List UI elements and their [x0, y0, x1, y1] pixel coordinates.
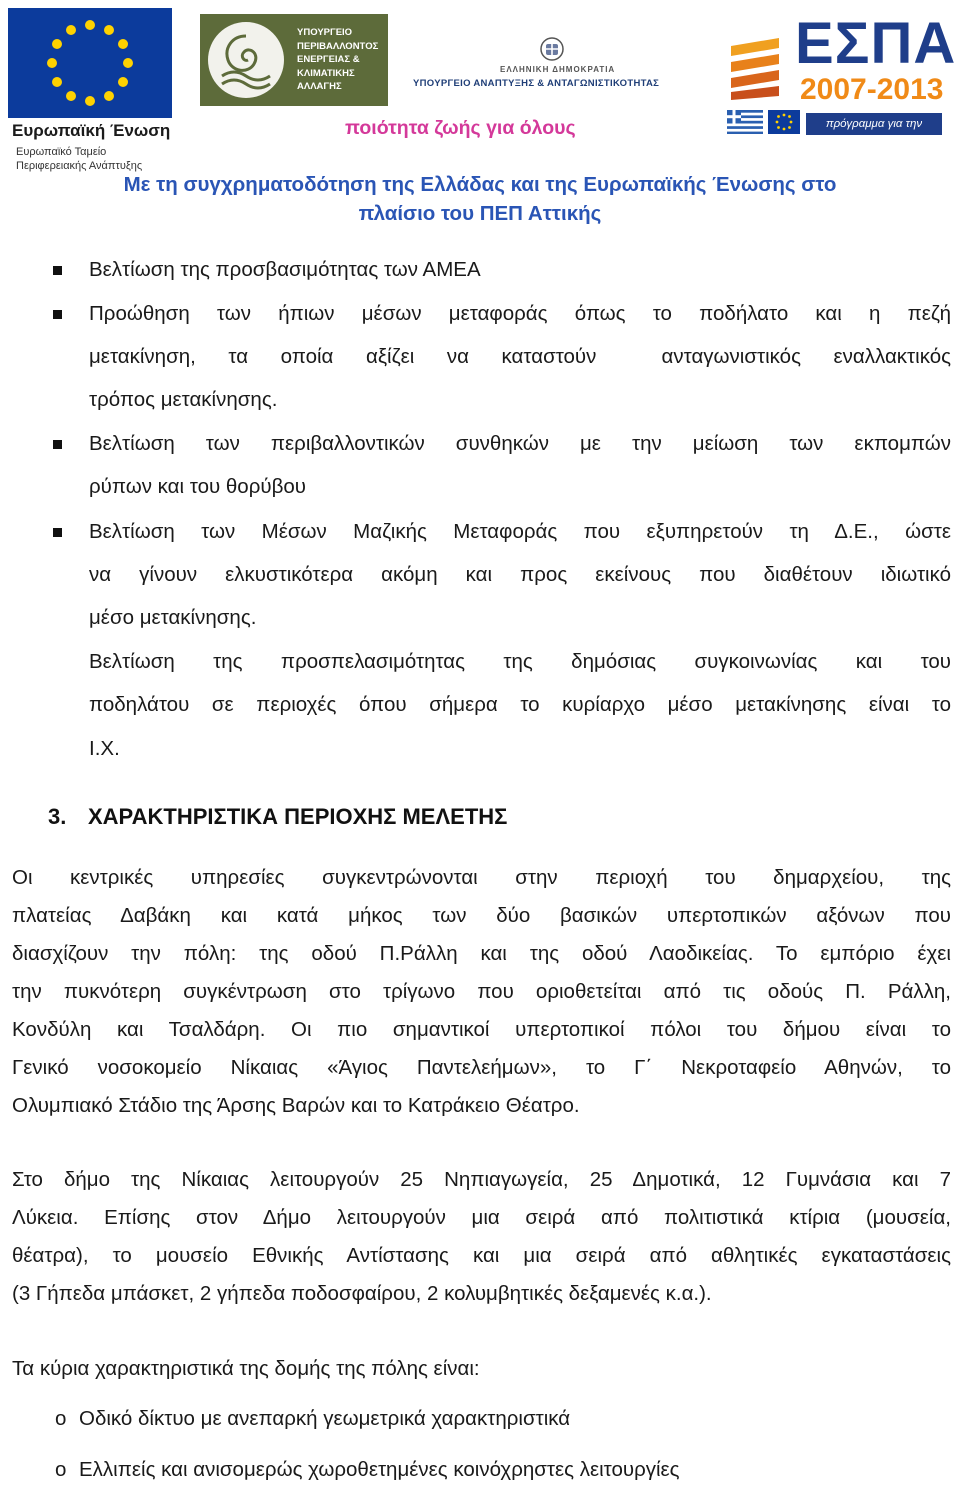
- section-title: ΧΑΡΑΚΤΗΡΙΣΤΙΚΑ ΠΕΡΙΟΧΗΣ ΜΕΛΕΤΗΣ: [88, 804, 508, 829]
- environment-ministry-name: ΥΠΟΥΡΓΕΙΟ ΠΕΡΙΒΑΛΛΟΝΤΟΣ ΕΝΕΡΓΕΙΑΣ & ΚΛΙΜΑΤΙΚΗΣ ΑΛΛΑΓΗΣ: [297, 27, 379, 92]
- bullet-item-line: ρύπων και του θορύβου: [89, 475, 306, 498]
- bullet-item-line: Ι.Χ.: [89, 737, 120, 760]
- eu-fund-text: Ευρωπαϊκό Ταμείο Περιφερειακής Ανάπτυξης: [16, 146, 143, 172]
- section-number: 3.: [48, 804, 67, 829]
- paragraph-line: Ολυμπιακό Στάδιο της Άρσης Βαρών και το Κατράκειο Θέατρο.: [12, 1094, 580, 1117]
- eu-mini-flag-icon: [768, 110, 800, 134]
- square-bullet-icon: [53, 310, 62, 319]
- paragraph-line: Κονδύλη και Τσαλδάρη. Οι πιο σημαντικοί υπερτοπικοί πόλοι του δήμου είναι το: [12, 1018, 951, 1041]
- bullet-item-line: Βελτίωση της προσβασιμότητας των ΑΜΕΑ: [89, 258, 481, 281]
- espa-logo-icon: [727, 38, 787, 100]
- paragraph-line: πλατείας Δαβάκη και κατά μήκος των δύο βασικών υπερτοπικών αξόνων που: [12, 904, 951, 927]
- square-bullet-icon: [53, 266, 62, 275]
- espa-years: 2007-2013: [800, 73, 944, 106]
- quality-slogan: ποιότητα ζωής για όλους: [345, 117, 576, 139]
- paragraph-line: την πυκνότερη συγκέντρωση στο τρίγωνο που οριοθετείται από τις οδούς Π. Ράλλη,: [12, 980, 951, 1003]
- bullet-item-line: μέσο μετακίνησης.: [89, 606, 257, 629]
- bullet-item-line: μετακίνηση, τα οποία αξίζει να καταστούν ανταγωνιστικός εναλλακτικός: [89, 345, 951, 368]
- hellenic-republic-label: ΕΛΛΗΝΙΚΗ ΔΗΜΟΚΡΑΤΙΑ: [500, 65, 616, 74]
- paragraph-line: διασχίζουν την πόλη: της οδού Π.Ράλλη και της οδού Λαοδικείας. Το εμπόριο έχει: [12, 942, 951, 965]
- paragraph-line: Στο δήμο της Νίκαιας λειτουργούν 25 Νηπιαγωγεία, 25 Δημοτικά, 12 Γυμνάσια και 7: [12, 1168, 951, 1191]
- bullet-item-line: Βελτίωση της προσπελασιμότητας της δημόσιας συγκοινωνίας και του: [89, 650, 951, 673]
- square-bullet-icon: [53, 528, 62, 537]
- list-marker: o: [55, 1458, 67, 1481]
- environment-emblem-icon: [208, 22, 284, 98]
- paragraph-line: (3 Γήπεδα μπάσκετ, 2 γήπεδα ποδοσφαίρου, 2 κολυμβητικές δεξαμενές κ.α.).: [12, 1282, 712, 1305]
- bullet-item-line: Βελτίωση των Μέσων Μαζικής Μεταφοράς που εξυπηρετούν τη Δ.Ε., ώστε: [89, 520, 951, 543]
- paragraph-line: Λύκεια. Επίσης στον Δήμο λειτουργούν μια σειρά από πολιτιστικά κτίρια (μουσεία,: [12, 1206, 951, 1229]
- development-ministry-label: ΥΠΟΥΡΓΕΙΟ ΑΝΑΠΤΥΞΗΣ & ΑΝΤΑΓΩΝΙΣΤΙΚΟΤΗΤΑΣ: [413, 78, 660, 89]
- paragraph-line: Τα κύρια χαρακτηριστικά της δομής της πόλης είναι:: [12, 1357, 480, 1380]
- eu-flag-icon: [8, 8, 172, 118]
- bullet-item-line: Βελτίωση των περιβαλλοντικών συνθηκών με την μείωση των εκπομπών: [89, 432, 951, 455]
- espa-slogan: πρόγραμμα για την ανάπτυξη: [806, 113, 942, 135]
- environment-ministry-logo-icon: [200, 14, 388, 106]
- square-bullet-icon: [53, 440, 62, 449]
- paragraph-line: θέατρα), το μουσείο Εθνικής Αντίστασης και μια σειρά από αθλητικές εγκαταστάσεις: [12, 1244, 951, 1267]
- bullet-item-line: τρόπος μετακίνησης.: [89, 388, 278, 411]
- list-item: Ελλιπείς και ανισομερώς χωροθετημένες κοινόχρηστες λειτουργίες: [79, 1458, 680, 1481]
- section-heading: [48, 804, 507, 830]
- bullet-item-line: ποδηλάτου σε περιοχές όπου σήμερα το κυρίαρχο μέσο μετακίνησης είναι το: [89, 693, 951, 716]
- list-marker: o: [55, 1407, 67, 1430]
- greek-flag-icon: [727, 110, 763, 134]
- bullet-item-line: να γίνουν ελκυστικότερα ακόμη και προς εκείνους που διαθέτουν ιδιωτικό: [89, 563, 951, 586]
- paragraph-line: Οι κεντρικές υπηρεσίες συγκεντρώνονται στην περιοχή του δημαρχείου, της: [12, 866, 951, 889]
- paragraph-line: Γενικό νοσοκομείο Νίκαιας «Άγιος Παντελεήμων», το Γ΄ Νεκροταφείο Αθηνών, το: [12, 1056, 951, 1079]
- list-item: Οδικό δίκτυο με ανεπαρκή γεωμετρικά χαρακτηριστικά: [79, 1407, 571, 1430]
- cofunding-statement: Με τη συγχρηματοδότηση της Ελλάδας και της Ευρωπαϊκής Ένωσης στο πλαίσιο του ΠΕΠ Αττικής: [123, 173, 837, 225]
- greek-emblem-icon: [539, 36, 565, 62]
- espa-title: ΕΣΠΑ: [795, 11, 957, 76]
- bullet-item-line: Προώθηση των ήπιων μέσων μεταφοράς όπως το ποδήλατο και η πεζή: [89, 302, 951, 325]
- eu-label: Ευρωπαϊκή Ένωση: [12, 121, 171, 140]
